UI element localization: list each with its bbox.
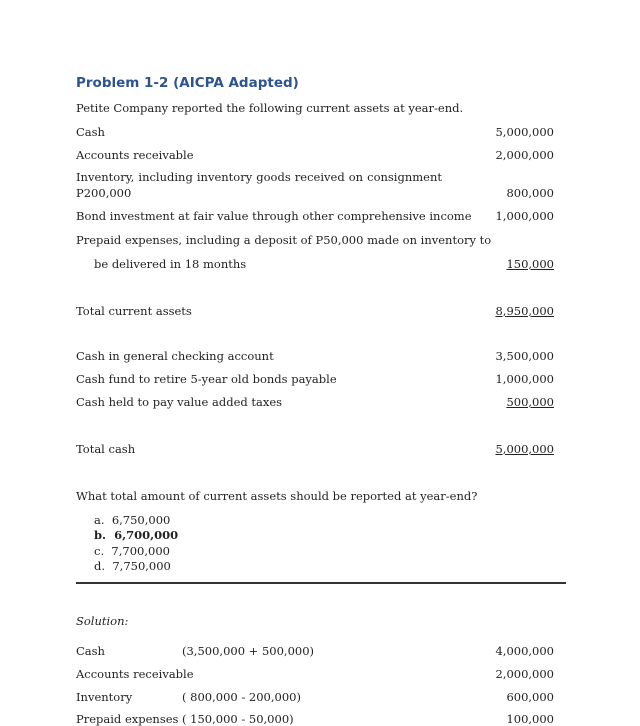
cash-checking-label: Cash in general checking account <box>76 349 274 363</box>
choice-c <box>94 544 170 558</box>
asset-inventory-label-line1: Inventory, including inventory goods received on consignment <box>76 170 442 184</box>
section-divider <box>76 582 566 584</box>
choice-b <box>94 528 178 542</box>
asset-cash-amount: 5,000,000 <box>495 125 554 139</box>
problem-title: Problem 1-2 (AICPA Adapted) <box>76 75 299 91</box>
total-cash-amount: 5,000,000 <box>495 442 554 456</box>
asset-inventory-amount: 800,000 <box>506 186 554 200</box>
cash-bond-fund-amount: 1,000,000 <box>495 372 554 386</box>
solution-inventory-amount: 600,000 <box>506 690 554 704</box>
cash-checking-amount: 3,500,000 <box>495 349 554 363</box>
choice-d <box>94 559 171 573</box>
solution-prepaid-calc: ( 150,000 - 50,000) <box>182 712 294 726</box>
choice-value: 6,700,000 <box>114 528 179 542</box>
choice-a <box>94 513 170 527</box>
asset-bond-label: Bond investment at fair value through other comprehensive income <box>76 209 472 223</box>
asset-ar-amount: 2,000,000 <box>495 148 554 162</box>
solution-ar-label: Accounts receivable <box>76 667 194 681</box>
asset-prepaid-amount: 150,000 <box>506 257 554 271</box>
solution-inventory-label: Inventory <box>76 690 133 704</box>
question-text: What total amount of current assets should be reported at year-end? <box>76 489 478 503</box>
solution-inventory-calc: ( 800,000 - 200,000) <box>182 690 301 704</box>
solution-prepaid-amount: 100,000 <box>506 712 554 726</box>
choice-value: 7,700,000 <box>111 544 170 558</box>
solution-heading: Solution: <box>76 614 129 628</box>
solution-cash-calc: (3,500,000 + 500,000) <box>182 644 315 658</box>
solution-cash-label: Cash <box>76 644 105 658</box>
total-cash-label: Total cash <box>76 442 136 456</box>
asset-bond-amount: 1,000,000 <box>495 209 554 223</box>
total-current-assets-label: Total current assets <box>76 304 192 318</box>
choice-letter: d. <box>94 559 106 573</box>
choice-value: 6,750,000 <box>111 513 171 527</box>
choice-value: 7,750,000 <box>112 559 171 573</box>
asset-ar-label: Accounts receivable <box>76 148 194 162</box>
asset-inventory-label-line2: P200,000 <box>76 186 132 200</box>
solution-prepaid-label: Prepaid expenses <box>76 712 179 726</box>
cash-vat-label: Cash held to pay value added taxes <box>76 395 283 409</box>
asset-cash-label: Cash <box>76 125 105 139</box>
choice-letter: b. <box>94 528 107 542</box>
choice-letter: a. <box>94 513 105 527</box>
solution-ar-amount: 2,000,000 <box>495 667 554 681</box>
asset-prepaid-label-line2: be delivered in 18 months <box>94 257 247 271</box>
cash-vat-amount: 500,000 <box>506 395 554 409</box>
choice-letter: c. <box>94 544 105 558</box>
total-current-assets-amount: 8,950,000 <box>495 304 554 318</box>
solution-cash-amount: 4,000,000 <box>495 644 554 658</box>
intro-text: Petite Company reported the following current assets at year-end. <box>76 101 464 115</box>
cash-bond-fund-label: Cash fund to retire 5-year old bonds payable <box>76 372 337 386</box>
asset-prepaid-label-line1: Prepaid expenses, including a deposit of P50,000 made on inventory to <box>76 233 492 247</box>
